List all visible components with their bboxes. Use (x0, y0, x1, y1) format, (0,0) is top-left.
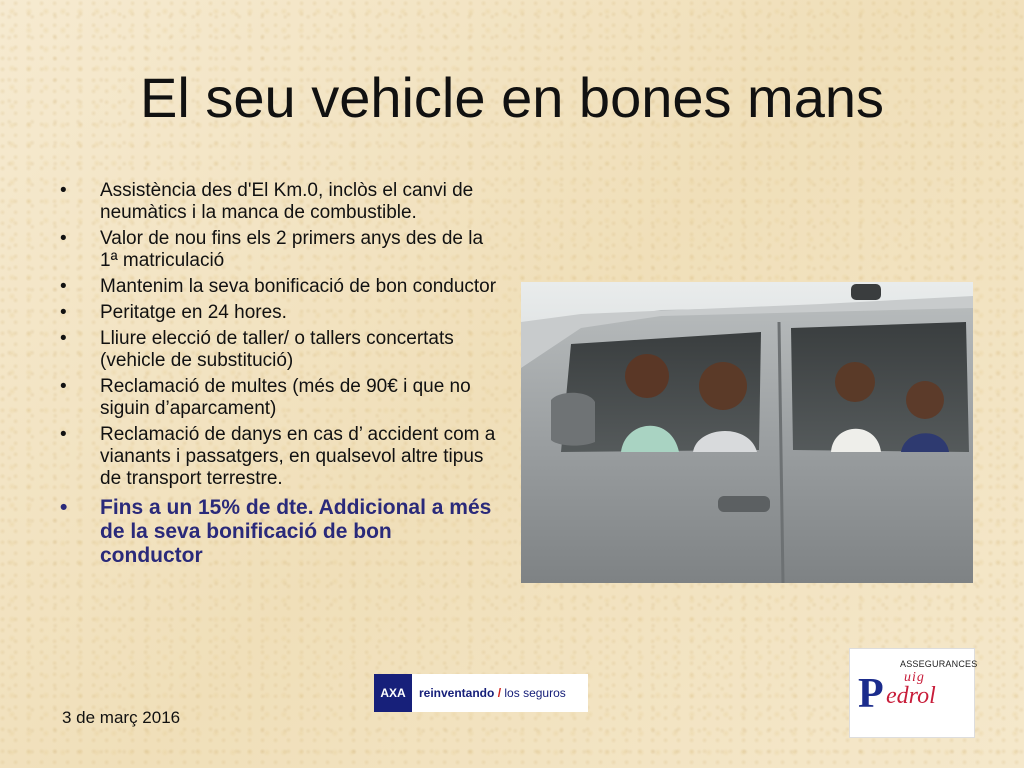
pedrol-logo-edrol: edrol (886, 683, 936, 709)
bullet-item (60, 180, 500, 224)
highlight-text: Fins a un 15% de dte. Addicional a més de la seva bonificació de bon conductor (100, 496, 492, 567)
axa-slogan-main: reinventando (419, 686, 495, 700)
bullet-text: Lliure elecció de taller/ o tallers concertats (vehicle de substitució) (100, 328, 454, 371)
bullet-dot: • (60, 376, 67, 397)
puig-pedrol-logo (849, 648, 978, 738)
pedrol-logo-uig: uig (904, 670, 925, 685)
bullet-dot: • (60, 496, 68, 519)
bullet-item (60, 228, 500, 272)
bullet-item (60, 424, 500, 490)
axa-mark: AXA (374, 674, 412, 712)
bullet-text: Valor de nou fins els 2 primers anys des de la 1ª matriculació (100, 228, 484, 271)
bullet-dot: • (60, 328, 67, 349)
bullet-item (60, 376, 500, 420)
axa-logo (374, 674, 588, 712)
highlight-bullet (60, 496, 500, 568)
pedrol-logo-p: P (858, 671, 884, 717)
pedrol-logo-top: ASSEGURANCES (900, 659, 978, 669)
bullet-text: Reclamació de multes (més de 90€ i que no siguin d’aparcament) (100, 376, 471, 419)
bullet-text: Assistència des d'El Km.0, inclòs el canvi de neumàtics i la manca de combustible. (100, 180, 474, 223)
axa-slogan-slash: / (497, 686, 502, 700)
slide-title: El seu vehicle en bones mans (140, 66, 884, 129)
bullet-item (60, 302, 500, 324)
slide-date: 3 de març 2016 (62, 708, 181, 727)
bullet-dot: • (60, 302, 67, 323)
bullet-text: Mantenim la seva bonificació de bon conductor (100, 276, 497, 297)
bullet-dot: • (60, 180, 67, 201)
axa-slogan-secondary: los seguros (504, 686, 566, 700)
bullet-text: Peritatge en 24 hores. (100, 302, 287, 323)
axa-slogan (419, 686, 566, 700)
bullet-dot: • (60, 424, 67, 445)
bullet-text: Reclamació de danys en cas d’ accident com a vianants i passatgers, en qualsevol altre tipus de transport terrestre. (100, 424, 496, 489)
bullet-list (60, 180, 500, 572)
bullet-dot: • (60, 228, 67, 249)
bullet-dot: • (60, 276, 67, 297)
family-car-photo (521, 282, 973, 583)
bullet-item (60, 276, 500, 298)
family-car-illustration (521, 282, 973, 583)
bullet-item (60, 328, 500, 372)
